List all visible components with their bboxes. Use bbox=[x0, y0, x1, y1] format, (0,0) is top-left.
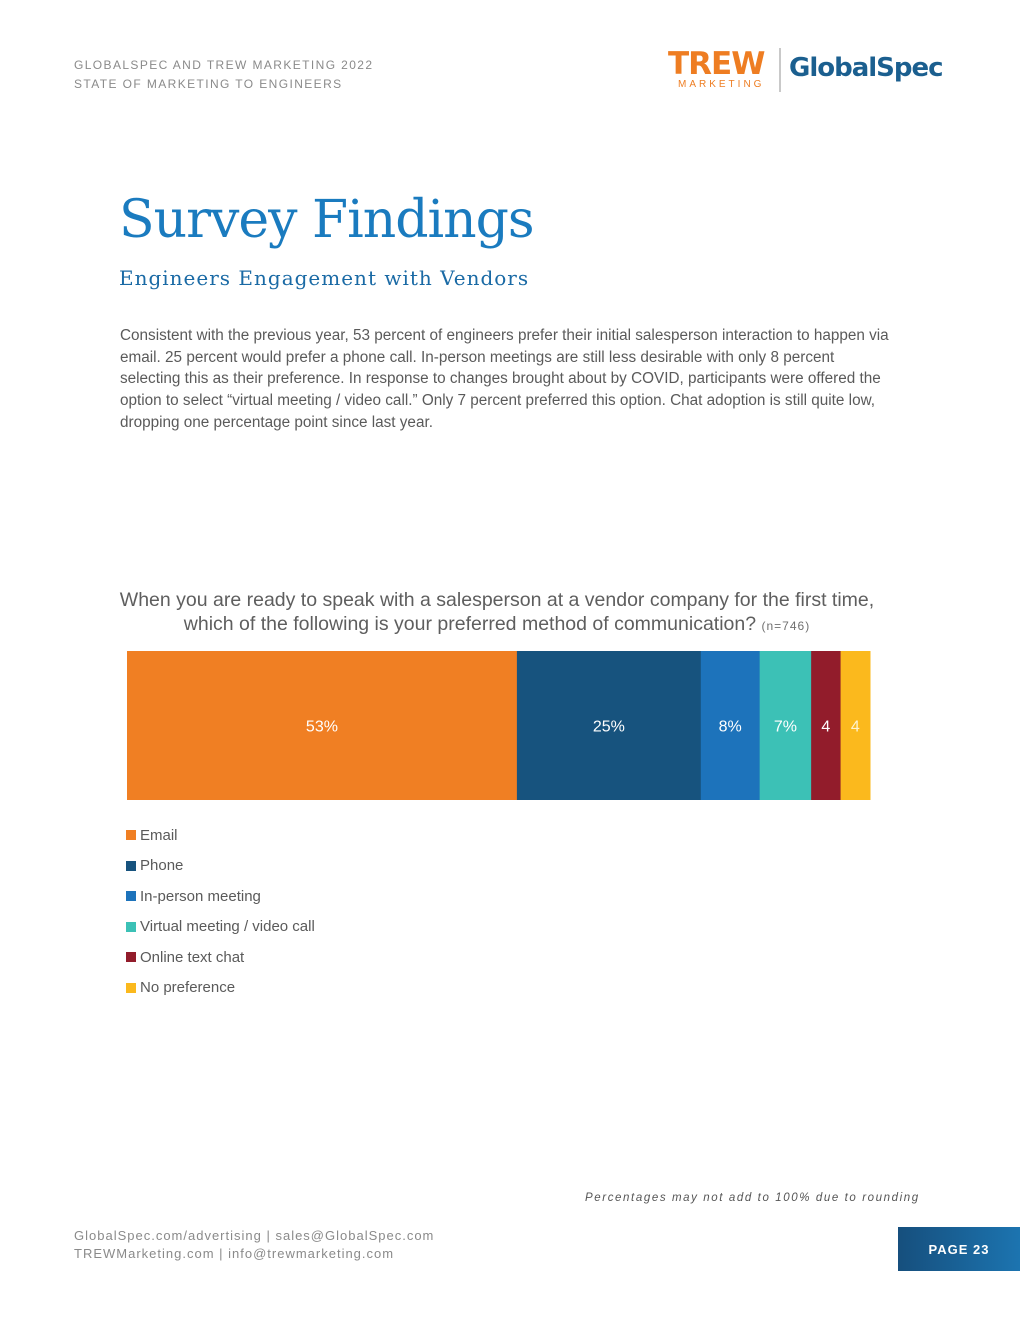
bar-label-email: 53% bbox=[305, 718, 338, 736]
legend-swatch bbox=[126, 922, 136, 932]
intro-paragraph: Consistent with the previous year, 53 percent of engineers prefer their initial salesperson interaction to happen via email. 25 percent would prefer a phone call. In-person meetings are still less desirable with only 8 percent selecting this as their preference. In response to changes brought about by COVID, participants were offered the option to select “virtual meeting / video call.” Only 7 percent preferred this option. Chat adoption is still quite low, dropping one percentage point since last year. bbox=[120, 327, 889, 431]
chart-legend bbox=[126, 820, 315, 1003]
legend-item-in-person-meeting bbox=[126, 881, 315, 912]
rounding-footnote: Percentages may not add to 100% due to rounding bbox=[585, 1192, 920, 1204]
globalspec-logo-word: GlobalSpec bbox=[789, 53, 943, 83]
bar-label-in-person-meeting: 8% bbox=[718, 718, 742, 736]
legend-label: In-person meeting bbox=[140, 887, 261, 905]
header-line-2: STATE OF MARKETING TO ENGINEERS bbox=[74, 77, 343, 91]
header-line-1: GLOBALSPEC AND TREW MARKETING 2022 bbox=[74, 58, 374, 72]
legend-swatch bbox=[126, 861, 136, 871]
legend-item-email bbox=[126, 820, 315, 851]
page-number-badge: PAGE 23 bbox=[898, 1227, 1020, 1271]
trew-logo-word: TREW bbox=[668, 46, 765, 82]
bar-label-phone: 25% bbox=[592, 718, 625, 736]
trew-logo-sub: MARKETING bbox=[678, 79, 765, 90]
legend-label: Virtual meeting / video call bbox=[140, 918, 315, 936]
footer-line-1: GlobalSpec.com/advertising | sales@GlobalSpec.com bbox=[74, 1228, 435, 1243]
legend-item-no-preference bbox=[126, 973, 315, 1004]
legend-item-virtual-meeting-video-call bbox=[126, 912, 315, 943]
legend-swatch bbox=[126, 952, 136, 962]
bar-label-virtual-meeting-video-call: 7% bbox=[773, 718, 797, 736]
footer-line-2: TREWMarketing.com | info@trewmarketing.com bbox=[74, 1246, 395, 1261]
legend-item-online-text-chat bbox=[126, 942, 315, 973]
legend-label: Email bbox=[140, 826, 178, 844]
legend-item-phone bbox=[126, 851, 315, 882]
legend-label: Online text chat bbox=[140, 948, 245, 966]
page-title: Survey Findings bbox=[119, 190, 534, 250]
legend-swatch bbox=[126, 830, 136, 840]
chart-sample-size: (n=746) bbox=[761, 619, 811, 633]
legend-swatch bbox=[126, 891, 136, 901]
chart-question: When you are ready to speak with a salesperson at a vendor company for the first time, which of the following is your preferred method of communication? bbox=[119, 589, 875, 635]
legend-label: No preference bbox=[140, 979, 236, 997]
legend-label: Phone bbox=[140, 857, 184, 875]
bar-label-online-text-chat: 4 bbox=[821, 718, 831, 736]
page-subtitle: Engineers Engagement with Vendors bbox=[119, 266, 530, 290]
bar-label-no-preference: 4 bbox=[850, 718, 860, 736]
legend-swatch bbox=[126, 983, 136, 993]
